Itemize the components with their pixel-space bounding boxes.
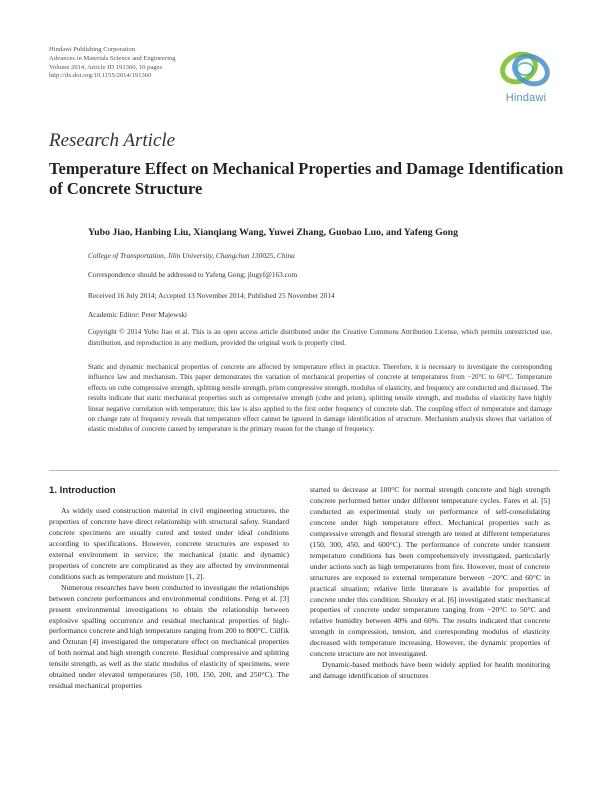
affiliation: College of Transportation, Jilin University, Changchun 130025, China (88, 251, 295, 260)
journal-header (49, 46, 176, 81)
publication-dates: Received 16 July 2014; Accepted 13 November 2014; Published 25 November 2014 (88, 291, 335, 300)
paragraph: Dynamic-based methods have been widely applied for health monitoring and damage identification of structures (310, 660, 550, 681)
paragraph: started to decrease at 100°C for normal strength concrete and high strength concrete performed better under different temperature cycles. Fares et al. [5] conducted an experimental study on performance of self-consolidating concrete under high temperature effect. Mechanical properties such as compressive strength and flexural strength are tested at different temperatures (150, 300, 450, and 600°C). The performance of concrete under transient temperature conditions has been comprehensively investigated, particularly under actions such as high temperatures from fire. However, most of concrete structures are exposed to external temperature between −20°C and 60°C in practical situation; relative little literature is available for properties of concrete under this condition. Shoukry et al. [6] investigated static mechanical properties of concrete under temperature ranging from −20°C to 50°C and relative humidity between 40% and 60%. The results indicated that concrete strength in compression, tension, and corresponding modulus of elasticity decreased with temperature increasing. However, the dynamic properties of concrete structure are not investigated. (310, 485, 550, 659)
copyright-notice: Copyright © 2014 Yubo Jiao et al. This is an open access article distributed under the Creative Commons Attribution License, which permits unrestricted use, distribution, and reproduction in any medium, provided the original work is properly cited. (88, 328, 552, 347)
article-type: Research Article (49, 130, 176, 151)
author-list: Yubo Jiao, Hanbing Liu, Xianqiang Wang, Yuwei Zhang, Guobao Luo, and Yafeng Gong (88, 227, 458, 238)
correspondence: Correspondence should be addressed to Yafeng Gong; jlugyf@163.com (88, 270, 298, 279)
academic-editor: Academic Editor: Peter Majewski (88, 310, 188, 319)
journal-name: Advances in Materials Science and Engineering (49, 54, 176, 62)
publisher-name: Hindawi Publishing Corporation (49, 46, 136, 53)
left-column (49, 485, 289, 692)
right-column (310, 485, 550, 682)
abstract: Static and dynamic mechanical properties of concrete are affected by temperature effect in practice. Therefore, it is necessary to investigate the corresponding influence law and mechanism. This paper demonstrates the variation of mechanical properties of concrete at temperatures from −20°C to 60°C. Temperature effects on cube compressive strength, splitting tensile strength, prism compressive strength, modulus of elasticity, and frequency are conducted and discussed. The results indicate that static mechanical properties such as compressive strength (cube and prism), splitting tensile strength, and modulus of elasticity have highly linear negative correlation with temperature; this law is also applied to the first order frequency of concrete slab. The coupling effect of temperature and damage on change rate of frequency reveals that temperature effect cannot be ignored in damage identification of structure. Mechanism analysis shows that variation of elastic modulus of concrete caused by temperature is the primary reason for the change of frequency. (88, 363, 552, 434)
article-title: Temperature Effect on Mechanical Properties and Damage Identification of Concrete Structure (49, 159, 564, 198)
volume-info: Volume 2014, Article ID 191360, 10 pages (49, 63, 163, 71)
paragraph: As widely used construction material in civil engineering structures, the properties of concrete have direct relationship with structural safety. Standard concrete specimens are usually cured and tested under ideal conditions according to specifications. However, concrete structures are exposed to external environment in service; the mechanical (static and dynamic) properties of concrete are complicated as they are affected by environmental conditions such as temperature and moisture [1, 2]. (49, 506, 289, 581)
hindawi-wordmark: Hindawi (505, 92, 547, 104)
section-divider (49, 470, 559, 471)
section-heading-introduction: 1. Introduction (49, 485, 116, 496)
doi-link[interactable]: http://dx.doi.org/10.1155/2014/191360 (49, 72, 152, 80)
paragraph: Numerous researches have been conducted to investigate the relationships between concrete performances and environmental conditions. Peng et al. [3] present environmental investigations to obtain the relationship between explosive spalling occurrence and residual mechanical properties of high-performance concrete and high temperature ranging from 200 to 800°C. Cülfik and Özturan [4] investigated the temperature effect on mechanical properties of both normal and high strength concrete. Residual compressive and splitting tensile strength, as well as the static modulus of elasticity of specimens, were obtained under elevated temperatures (50, 100, 150, 200, and 250°C). The residual mechanical properties (49, 582, 289, 691)
